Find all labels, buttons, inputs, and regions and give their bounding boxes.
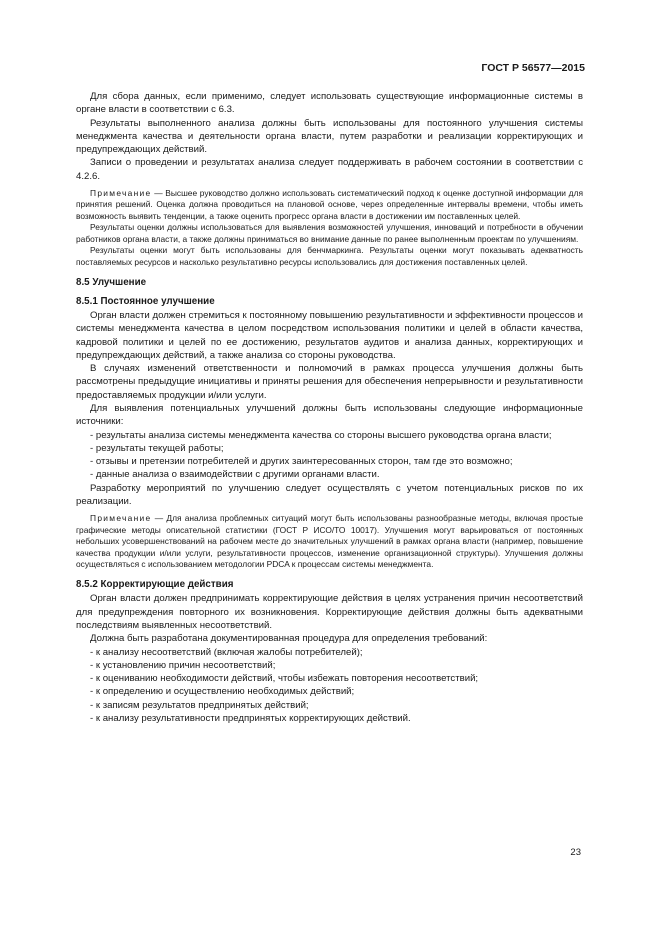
note-text: — Высшее руководство должно использовать систематический подход к оценке доступной информации для принятия решений. Оценка должна проводиться на плановой основе, через определенные интервалы времени, чтобы иметь возможность выявить тенденции, а также оценить прогресс органа власти в достижении им поставленных целей.	[76, 188, 583, 221]
list-item: - результаты текущей работы;	[90, 442, 224, 454]
list-item: - данные анализа о взаимодействии с другими органами власти.	[90, 469, 380, 481]
note-paragraph: Результаты оценки могут быть использованы для бенчмаркинга. Результаты оценки могут показывать адекватность поставляемых ресурсов и насколько результативно ресурсы использовались для достижения поставленных целей.	[76, 245, 583, 267]
list-item: - к оцениванию необходимости действий, чтобы избежать повторения несоответствий;	[90, 673, 479, 685]
note	[76, 513, 583, 570]
paragraph: Должна быть разработана документированная процедура для определения требований:	[90, 633, 488, 645]
paragraph: Для сбора данных, если применимо, следует использовать существующие информационные системы в органе власти в соответствии с 6.3.	[76, 91, 583, 116]
list-item: - к записям результатов предпринятых действий;	[90, 699, 309, 711]
paragraph: В случаях изменений ответственности и полномочий в рамках процесса улучшения должны быть рассмотрены предыдущие инициативы и приняты решения для обеспечения непрерывности и результативности предоставляемых продукции и/или услуги.	[76, 363, 583, 401]
note-label: Примечание	[90, 513, 152, 524]
note-text: — Для анализа проблемных ситуаций могут быть использованы разнообразные методы, включая простые графические методы описательной статистики (ГОСТ Р ИСО/ТО 10017). Улучшения могут варьироваться от постоянных небольших усовершенствований на рабочем месте до значительных улучшений в рамках органа власти (например, повышение качества продукции и/или услуги, результативности процессов, изменение организационной структуры). Улучшения должны осуществляться с использованием методологии PDCA к процессам системы менеджмента.	[76, 513, 583, 569]
note-label: Примечание	[90, 188, 152, 199]
section-heading-8-5-2: 8.5.2 Корректирующие действия	[76, 579, 234, 591]
paragraph: Орган власти должен предпринимать корректирующие действия в целях устранения причин несоответствий для предупреждения повторного их возникновения. Корректирующие действия должны быть адекватными последствиям выявленных несоответствий.	[76, 593, 583, 631]
section-heading-8-5: 8.5 Улучшение	[76, 276, 147, 288]
section-heading-8-5-1: 8.5.1 Постоянное улучшение	[76, 295, 215, 307]
page-body	[76, 90, 583, 725]
paragraph: Записи о проведении и результатах анализа следует поддерживать в рабочем состоянии в соответствии с 4.2.6.	[76, 157, 583, 182]
note-paragraph: Результаты оценки должны использоваться для выявления возможностей улучшения, инноваций и потребности в обучении работников органа власти, а также должны приниматься во внимание данные по ранее выполненным проектам по улучшениям.	[76, 222, 583, 244]
page-number: 23	[570, 847, 581, 858]
note	[76, 188, 583, 222]
document-header: ГОСТ Р 56577—2015	[481, 62, 585, 74]
paragraph: Результаты выполненного анализа должны быть использованы для постоянного улучшения системы менеджмента качества и деятельности органа власти, путем разработки и реализации корректирующих и предупреждающих действий.	[76, 117, 583, 156]
list-item: - результаты анализа системы менеджмента качества со стороны высшего руководства органа власти;	[90, 429, 552, 441]
paragraph: Орган власти должен стремиться к постоянному повышению результативности и эффективности процессов и системы менеджмента качества в целом посредством использования политики и целей в области качества, кадровой политики и целей по ее достижению, результатов аудитов и анализа данных, корректирующих и предупреждающих действий, а также анализа со стороны руководства.	[76, 309, 583, 361]
list-item: - к определению и осуществлению необходимых действий;	[90, 686, 355, 698]
paragraph: Для выявления потенциальных улучшений должны быть использованы следующие информационные источники:	[76, 403, 583, 428]
list-item: - отзывы и претензии потребителей и других заинтересованных сторон, там где это возможно;	[90, 456, 513, 468]
list-item: - к анализу несоответствий (включая жалобы потребителей);	[90, 646, 363, 658]
list-item: - к установлению причин несоответствий;	[90, 659, 276, 671]
list-item: - к анализу результативности предпринятых корректирующих действий.	[90, 713, 411, 725]
paragraph: Разработку мероприятий по улучшению следует осуществлять с учетом потенциальных рисков по их реализации.	[76, 482, 583, 508]
